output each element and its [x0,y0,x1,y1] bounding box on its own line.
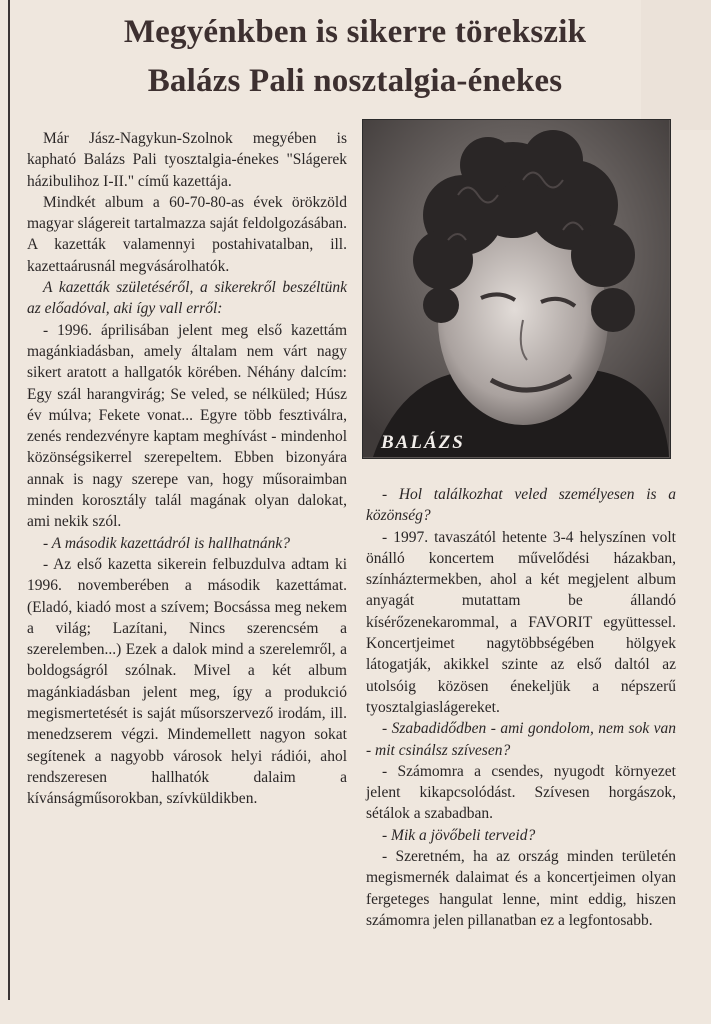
interview-question: - Mik a jövőbeli terveid? [382,826,536,844]
photo-caption: BALÁZS [381,432,465,453]
portrait-photo [362,119,671,459]
interview-question: - A második kazettádról is hallhatnánk? [43,534,290,552]
article-left-column [27,128,347,810]
article-headline [20,8,690,106]
interview-answer: - Szeretném, ha az ország minden területén megismernék dalaimat és a koncertjeimen olyan fergeteges hangulat lenne, mint eddig, hiszen számomra jelen pillanatban ez a legfontosabb. [366,848,676,929]
headline-line-2: Balázs Pali nosztalgia-énekes [147,63,563,99]
interview-question: A kazetták születéséről, a sikerekről beszéltünk az előadóval, aki így vall erről: [27,279,347,318]
interview-question: - Szabadidődben - ami gondolom, nem sok van - mit csinálsz szívesen? [366,720,676,759]
paragraph: Már Jász-Nagykun-Szolnok megyében is kapható Balázs Pali tyosztalgia-énekes "Slágerek házibulihoz I-II." című kazettája. [27,130,347,190]
interview-answer: - Számomra a csendes, nyugodt környezet jelent kikapcsolódást. Szívesen horgászok, sétálok a szabadban. [366,762,676,823]
interview-answer: - 1997. tavaszától hetente 3-4 helyszínen volt önálló koncertem művelődési házakban, színháztermekben, ahol a két megjelent album anyagát mutattam be állandó kísérőzenekarommal, a FAVORIT együttessel. Koncertjeimet nagytöbbségében hölgyek látogatják, akikkel szinte az első daltól az utolsóig közösen énekeljük a népszerű tyosztalgiaslágereket. [366,528,676,716]
column-rule [8,0,10,1000]
interview-answer: - Az első kazetta sikerein felbuzdulva adtam ki 1996. novemberében a második kazettámat. (Eladó, kiadó most a szívem; Bocsássa meg nekem a világ; Lazítani, Nincs szerencsém a szerelemben...) Ezek a dalok mind a szerelemről, a boldogságról szólnak. Mivel a két album magánkiadásban jelent meg, így a produkció megismertetését is saját műsorszervező irodám, ill. menedzserem végzi. Mindemellett nagyon sokat segítenek a nagyobb városok helyi rádiói, ahol rendszeresen hallhatók dalaim a kívánságműsorokban, szívküldikben. [27,555,347,808]
article-right-column [366,484,676,931]
portrait-illustration [363,120,669,457]
headline-line-1: Megyénkben is sikerre törekszik [123,14,587,50]
paragraph: Mindkét album a 60-70-80-as évek örökzöld magyar slágereit tartalmazza saját feldolgozásában. A kazetták valamennyi postahivatalban, ill. kazettaárusnál megvásárolhatók. [27,193,347,275]
interview-answer: - 1996. áprilisában jelent meg első kazettám magánkiadásban, amely általam nem várt nagy sikert aratott a hallgatók körében. Néhány dalcím: Egy szál harangvirág; Se veled, se nélküled; Húsz év múlva; Fekete vonat... Egyre több fesztiválra, zenés rendezvényre kaptam meghívást - mindenhol közönségsikerrel szerepeltem. Ebben bizonyára annak is nagy szerepe van, hogy műsoraimban minden korosztály talál magának olyan dalokat, ami nekik szól. [27,321,347,531]
interview-question: - Hol találkozhat veled személyesen is a közönség? [366,486,676,525]
